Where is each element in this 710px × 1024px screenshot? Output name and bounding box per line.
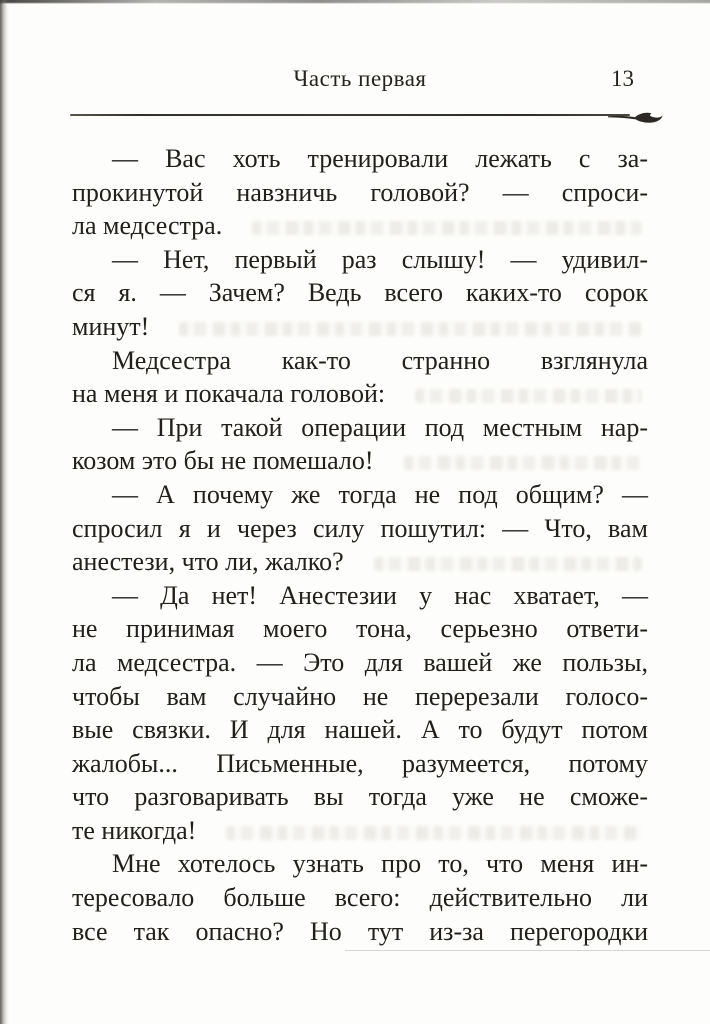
text-line-content: — Да нет! Анестезии у нас хватает, — xyxy=(112,580,648,610)
text-line xyxy=(72,377,648,411)
text-line xyxy=(72,881,648,915)
text-line xyxy=(72,579,648,613)
text-line-content: все так опасно? Но тут из-за перегородки xyxy=(72,916,648,946)
scan-edge-artifact xyxy=(345,950,710,951)
text-line xyxy=(72,612,648,646)
text-line-content: анестези, что ли, жалко? xyxy=(72,547,344,577)
text-line-content: спросил я и через силу пошутил: — Что, вам xyxy=(72,513,648,543)
bleed-through-artifact xyxy=(415,389,642,403)
text-line-content: ла медсестра. — Это для вашей же пользы, xyxy=(72,647,648,677)
text-line-content: прокинутой навзничь головой? — спроси- xyxy=(72,177,648,207)
bleed-through-artifact xyxy=(179,322,642,336)
text-line xyxy=(72,646,648,680)
scan-edge-left xyxy=(0,0,9,1024)
text-line xyxy=(72,478,648,512)
text-line-content: чтобы вам случайно не перерезали голосо- xyxy=(72,681,648,711)
bleed-through-artifact xyxy=(374,557,642,571)
bleed-through-artifact xyxy=(226,826,642,840)
text-line-content: Мне хотелось узнать про то, что меня ин- xyxy=(112,849,648,879)
text-line-content: что разговаривать вы тогда уже не сможе- xyxy=(72,782,648,812)
text-line xyxy=(72,545,648,579)
text-line-content: на меня и покачала головой: xyxy=(72,379,386,409)
text-line xyxy=(72,243,648,277)
text-line xyxy=(72,310,648,344)
text-line-content: жалобы... Письменные, разумеется, потому xyxy=(72,748,648,778)
text-line xyxy=(72,142,648,176)
header-rule xyxy=(70,114,630,116)
text-line xyxy=(72,344,648,378)
text-line xyxy=(72,747,648,781)
text-line-content: — Вас хоть тренировали лежать с за- xyxy=(112,144,648,173)
text-line-content: ся я. — Зачем? Ведь всего каких-то сорок xyxy=(72,278,648,308)
header-rule-row xyxy=(70,111,648,133)
text-line-content: тересовало больше всего: действительно ли xyxy=(72,883,648,913)
text-line xyxy=(72,209,648,243)
text-line xyxy=(72,512,648,546)
text-line xyxy=(72,176,648,210)
bleed-through-artifact xyxy=(252,221,642,235)
leaf-flourish-icon xyxy=(608,109,664,133)
text-line xyxy=(72,411,648,445)
text-line-content: Медсестра как-то странно взглянула xyxy=(112,345,648,375)
text-line xyxy=(72,814,648,848)
text-line-content: минут! xyxy=(72,311,150,341)
text-line-content: — Нет, первый раз слышу! — удивил- xyxy=(112,244,648,274)
text-line-content: вые связки. И для нашей. А то будут потом xyxy=(72,715,648,745)
text-line xyxy=(72,276,648,310)
scan-edge-top xyxy=(0,0,710,4)
running-title: Часть первая xyxy=(293,66,427,91)
text-line-content: — При такой операции под местным нар- xyxy=(112,412,648,442)
text-line xyxy=(72,444,648,478)
page-body xyxy=(72,142,648,948)
text-line xyxy=(72,713,648,747)
text-line xyxy=(72,847,648,881)
text-line-content: ла медсестра. xyxy=(72,211,223,241)
text-line xyxy=(72,680,648,714)
running-header xyxy=(72,66,648,96)
text-line xyxy=(72,780,648,814)
text-line xyxy=(72,915,648,949)
text-line-content: — А почему же тогда не под общим? — xyxy=(112,479,648,509)
text-line-content: не принимая моего тона, серьезно ответи- xyxy=(72,614,648,644)
text-line-content: те никогда! xyxy=(72,815,197,845)
page-number: 13 xyxy=(611,66,634,91)
text-line-content: козом это бы не помешало! xyxy=(72,446,374,476)
bleed-through-artifact xyxy=(404,456,642,470)
